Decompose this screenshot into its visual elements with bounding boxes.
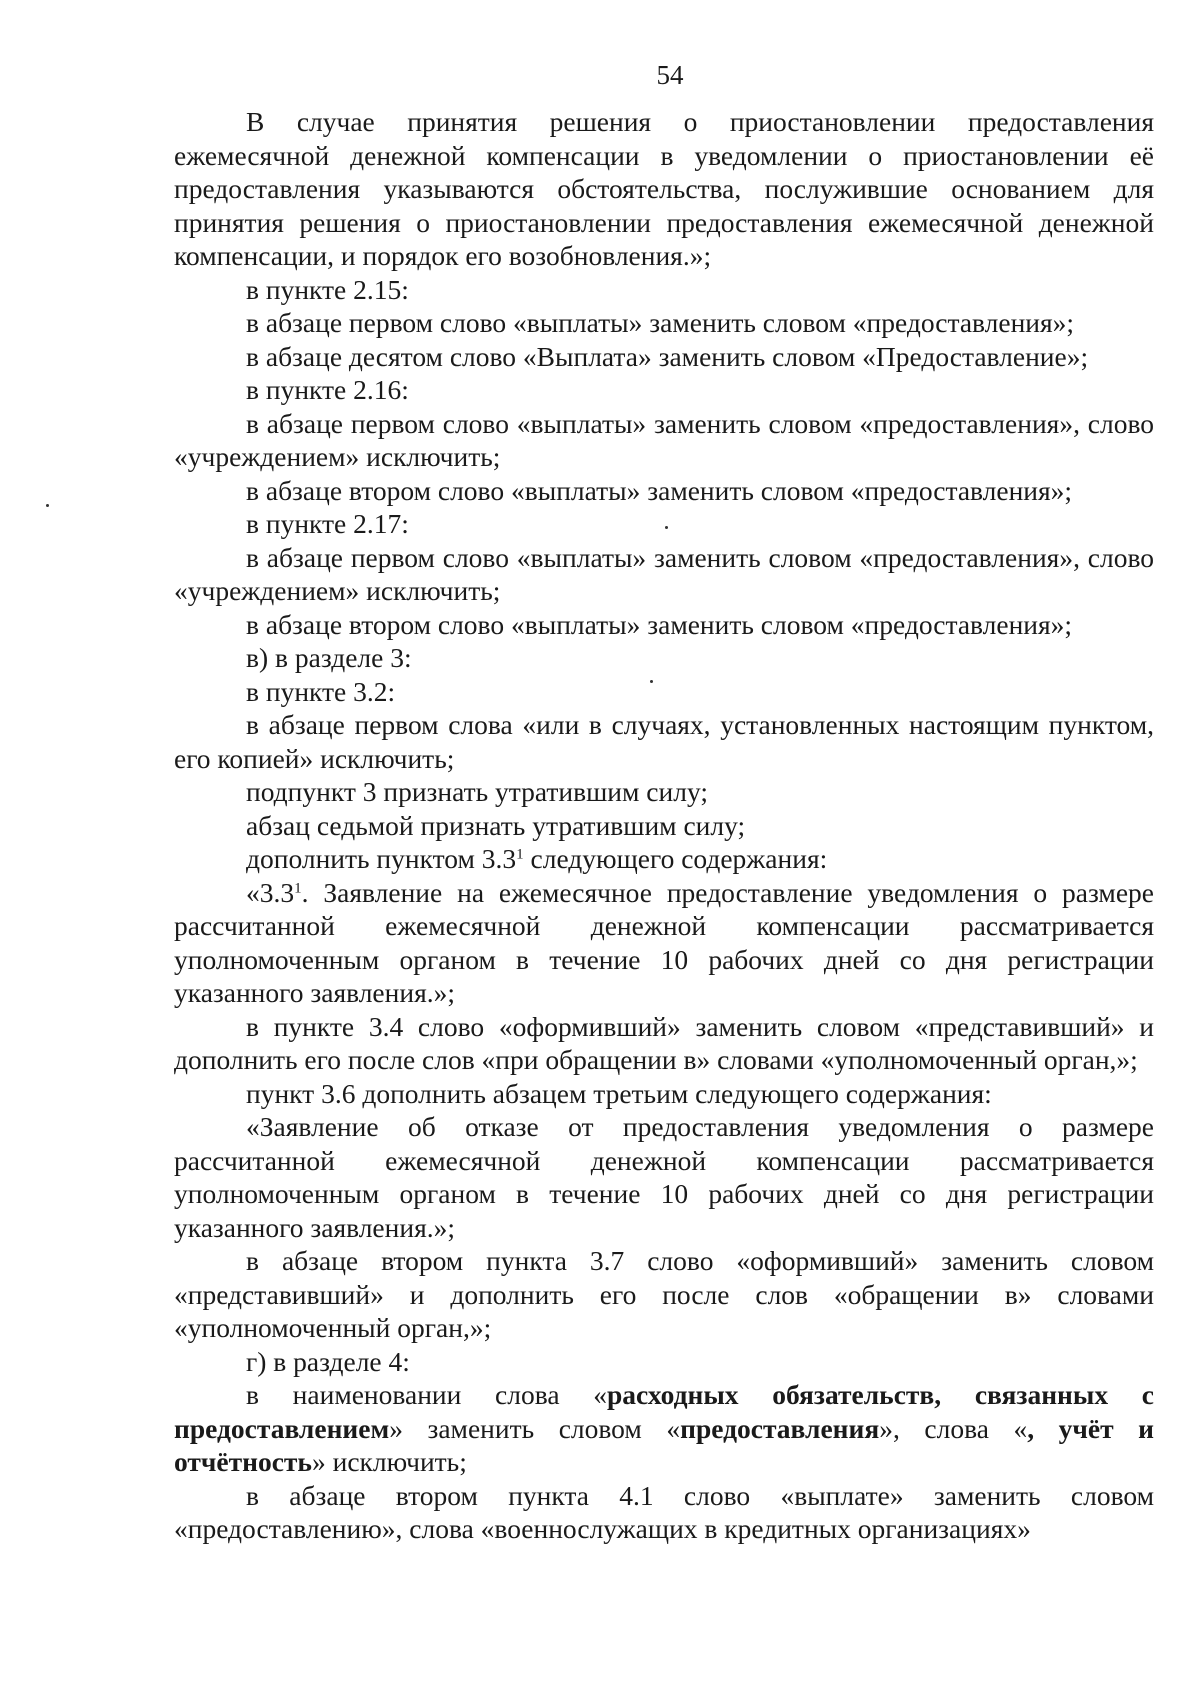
paragraph: «Заявление об отказе от предоставления уведомления о размере рассчитанной ежемесячной денежной компенсации рассматривается уполномоченным органом в течение 10 рабочих дней со дня регистрации указанного заявления.»; <box>174 1111 1154 1243</box>
text-run: дополнить пунктом 3.3 <box>246 843 517 874</box>
paragraph: в абзаце первом слово «выплаты» заменить словом «предоставления»; <box>246 307 1075 338</box>
text-run: . Заявление на ежемесячное предоставление уведомления о размере рассчитанной ежемесячной денежной компенсации рассматривается уполномоченным органом в течение 10 рабочих дней со дня регистрации указанного заявления.»; <box>174 876 1154 1008</box>
scan-speck <box>650 680 653 683</box>
paragraph: в абзаце первом слово «выплаты» заменить словом «предоставления», слово «учреждением» исключить; <box>174 407 1154 472</box>
bold-text: расходных обязательств, связанных с предоставлением <box>174 1379 1155 1444</box>
superscript: 1 <box>516 846 524 863</box>
paragraph: подпункт 3 признать утратившим силу; <box>246 776 708 807</box>
bold-text: , учёт и отчётность <box>174 1412 1154 1477</box>
document-body <box>174 105 1154 1546</box>
paragraph: пункт 3.6 дополнить абзацем третьим следующего содержания: <box>246 1077 992 1109</box>
paragraph: абзац седьмой признать утратившим силу; <box>246 809 746 841</box>
paragraph <box>174 1378 1154 1479</box>
text-run: » заменить словом « <box>389 1412 681 1444</box>
paragraph: в абзаце первом слово «выплаты» заменить словом «предоставления», слово «учреждением» исключить; <box>174 541 1154 606</box>
paragraph: в пункте 2.15: <box>246 273 409 305</box>
paragraph: в пункте 3.4 слово «оформивший» заменить словом «представивший» и дополнить его после слов «при обращении в» словами «уполномоченный орган,»; <box>174 1010 1154 1075</box>
paragraph: в абзаце втором пункта 4.1 слово «выплате» заменить словом «предоставлению», слова «военнослужащих в кредитных организациях» <box>174 1479 1154 1544</box>
paragraph <box>174 842 1154 876</box>
text-run: » исключить; <box>311 1446 467 1477</box>
scan-speck <box>665 526 668 529</box>
text-run: «3.3 <box>246 876 295 908</box>
paragraph: В случае принятия решения о приостановлении предоставления ежемесячной денежной компенсации в уведомлении о приостановлении её предоставления указываются обстоятельства, послужившие основанием для принятия решения о приостановлении предоставления ежемесячной денежной компенсации, и порядок его возобновления.»; <box>174 106 1154 271</box>
paragraph: в абзаце втором пункта 3.7 слово «оформивший» заменить словом «представивший» и дополнить его после слов «обращении в» словами «уполномоченный орган,»; <box>174 1245 1154 1343</box>
paragraph: в абзаце десятом слово «Выплата» заменить словом «Предоставление»; <box>246 340 1089 372</box>
paragraph: в пункте 3.2: <box>246 675 396 707</box>
paragraph: в пункте 2.17: <box>246 508 409 539</box>
superscript: 1 <box>294 879 302 896</box>
paragraph: в абзаце первом слова «или в случаях, установленных настоящим пунктом, его копией» исключить; <box>174 709 1154 774</box>
paragraph: г) в разделе 4: <box>246 1345 410 1377</box>
text-run: следующего содержания: <box>523 843 828 874</box>
text-run: в наименовании слова « <box>246 1379 608 1410</box>
bold-text: предоставления <box>680 1412 880 1444</box>
paragraph: в абзаце втором слово «выплаты» заменить словом «предоставления»; <box>246 474 1073 506</box>
text-run: », слова « <box>879 1412 1028 1444</box>
page-number: 54 <box>656 60 684 90</box>
scan-speck <box>46 504 49 507</box>
paragraph: в пункте 2.16: <box>246 374 409 405</box>
paragraph: в абзаце втором слово «выплаты» заменить словом «предоставления»; <box>246 608 1073 640</box>
paragraph: в) в разделе 3: <box>246 642 412 673</box>
paragraph <box>174 876 1154 1010</box>
